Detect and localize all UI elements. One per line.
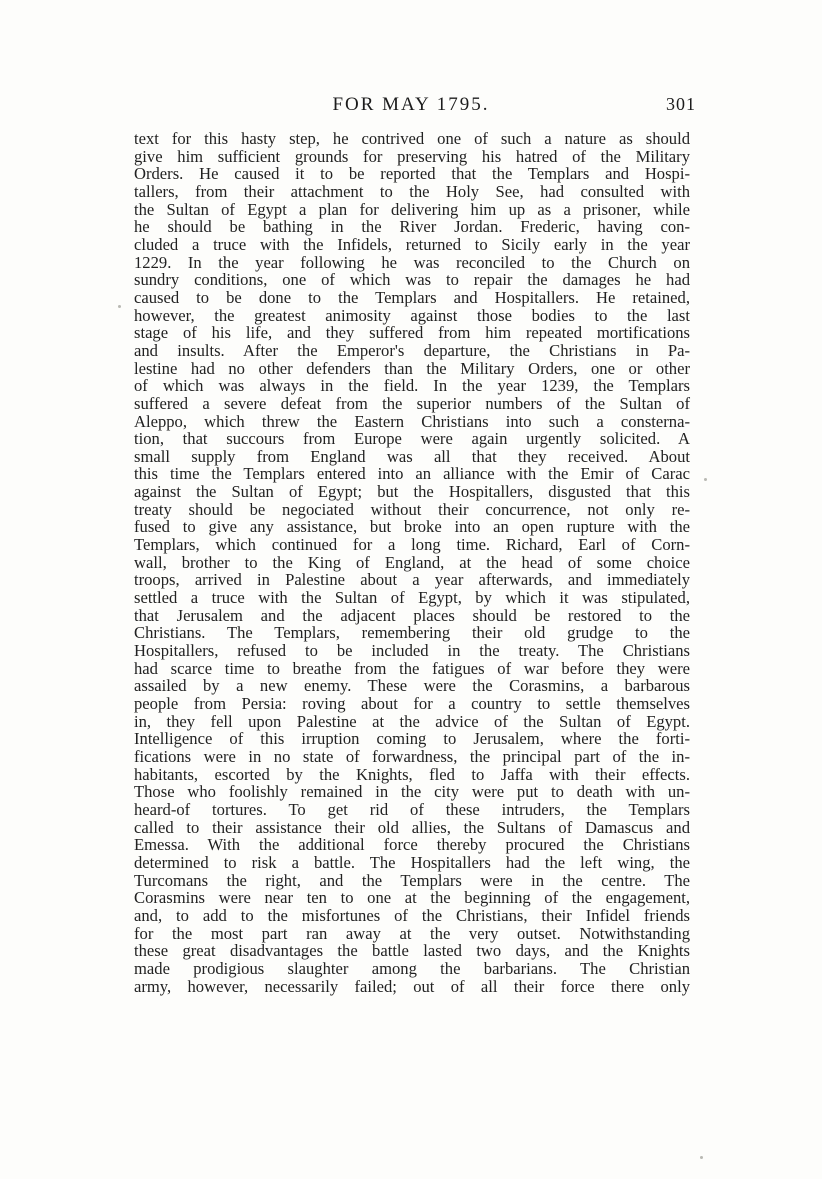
text-line: tallers, from their attachment to the Holy See, had consulted with: [134, 181, 690, 201]
text-line: stage of his life, and they suffered from him repeated mortifications: [134, 323, 690, 343]
text-line: heard-of tortures. To get rid of these intruders, the Templars: [134, 799, 690, 819]
text-line: however, the greatest animosity against those bodies to the last: [134, 305, 690, 325]
page-number: 301: [666, 94, 696, 114]
text-line: called to their assistance their old allies, the Sultans of Damascus and: [134, 817, 690, 837]
text-line: against the Sultan of Egypt; but the Hospitallers, disgusted that this: [134, 482, 690, 502]
text-line: for the most part ran away at the very outset. Notwithstanding: [134, 923, 690, 943]
text-line: army, however, necessarily failed; out of all their force there only: [134, 976, 690, 996]
text-line: that Jerusalem and the adjacent places should be restored to the: [134, 605, 690, 625]
text-line: Aleppo, which threw the Eastern Christians into such a consterna-: [134, 411, 690, 431]
text-line: Those who foolishly remained in the city were put to death with un-: [134, 782, 690, 802]
text-line: these great disadvantages the battle lasted two days, and the Knights: [134, 941, 690, 961]
text-line: 1229. In the year following he was reconciled to the Church on: [134, 252, 690, 272]
text-line: sundry conditions, one of which was to repair the damages he had: [134, 270, 690, 290]
text-line: troops, arrived in Palestine about a year afterwards, and immediately: [134, 570, 690, 590]
text-line: of which was always in the field. In the year 1239, the Templars: [134, 376, 690, 396]
text-line: Intelligence of this irruption coming to Jerusalem, where the forti-: [134, 729, 690, 749]
text-line: he should be bathing in the River Jordan. Frederic, having con-: [134, 217, 690, 237]
text-line: determined to risk a battle. The Hospitallers had the left wing, the: [134, 852, 690, 872]
running-title: FOR MAY 1795.: [332, 94, 490, 115]
text-line: Turcomans the right, and the Templars were in the centre. The: [134, 870, 690, 890]
text-line: Christians. The Templars, remembering their old grudge to the: [134, 623, 690, 643]
text-line: tion, that succours from Europe were again urgently solicited. A: [134, 429, 690, 449]
text-line: in, they fell upon Palestine at the advice of the Sultan of Egypt.: [134, 711, 690, 731]
text-line: made prodigious slaughter among the barbarians. The Christian: [134, 958, 690, 978]
text-line: settled a truce with the Sultan of Egypt, by which it was stipulated,: [134, 588, 690, 608]
text-line: treaty should be negociated without their concurrence, not only re-: [134, 499, 690, 519]
paper-speck: [118, 305, 121, 308]
text-line: assailed by a new enemy. These were the Corasmins, a barbarous: [134, 676, 690, 696]
text-line: lestine had no other defenders than the Military Orders, one or other: [134, 358, 690, 378]
paper-speck: [704, 478, 707, 481]
text-line: cluded a truce with the Infidels, returned to Sicily early in the year: [134, 234, 690, 254]
paper-speck: [700, 1156, 703, 1159]
text-line: had scarce time to breathe from the fatigues of war before they were: [134, 658, 690, 678]
text-line: habitants, escorted by the Knights, fled to Jaffa with their effects.: [134, 764, 690, 784]
text-line: fused to give any assistance, but broke into an open rupture with the: [134, 517, 690, 537]
text-line: Orders. He caused it to be reported that the Templars and Hospi-: [134, 164, 690, 184]
text-line: people from Persia: roving about for a country to settle themselves: [134, 694, 690, 713]
text-line: suffered a severe defeat from the superior numbers of the Sultan of: [134, 393, 690, 413]
text-line: Emessa. With the additional force thereby procured the Christians: [134, 835, 690, 855]
text-line: fications were in no state of forwardness, the principal part of the in-: [134, 746, 690, 766]
text-line: give him sufficient grounds for preserving his hatred of the Military: [134, 146, 690, 166]
text-line: Templars, which continued for a long time. Richard, Earl of Corn-: [134, 535, 690, 555]
text-line: wall, brother to the King of England, at the head of some choice: [134, 552, 690, 572]
text-line: Hospitallers, refused to be included in the treaty. The Christians: [134, 641, 690, 661]
body-text: [134, 130, 690, 995]
text-line: this time the Templars entered into an alliance with the Emir of Carac: [134, 464, 690, 484]
text-line: and, to add to the misfortunes of the Christians, their Infidel friends: [134, 905, 690, 925]
text-line: Corasmins were near ten to one at the beginning of the engagement,: [134, 888, 690, 908]
text-line: text for this hasty step, he contrived one of such a nature as should: [134, 129, 690, 148]
text-line: the Sultan of Egypt a plan for delivering him up as a prisoner, while: [134, 199, 690, 219]
text-line: and insults. After the Emperor's departure, the Christians in Pa-: [134, 340, 690, 360]
text-line: caused to be done to the Templars and Hospitallers. He retained,: [134, 287, 690, 307]
running-head: [0, 94, 822, 118]
text-line: small supply from England was all that they received. About: [134, 446, 690, 466]
